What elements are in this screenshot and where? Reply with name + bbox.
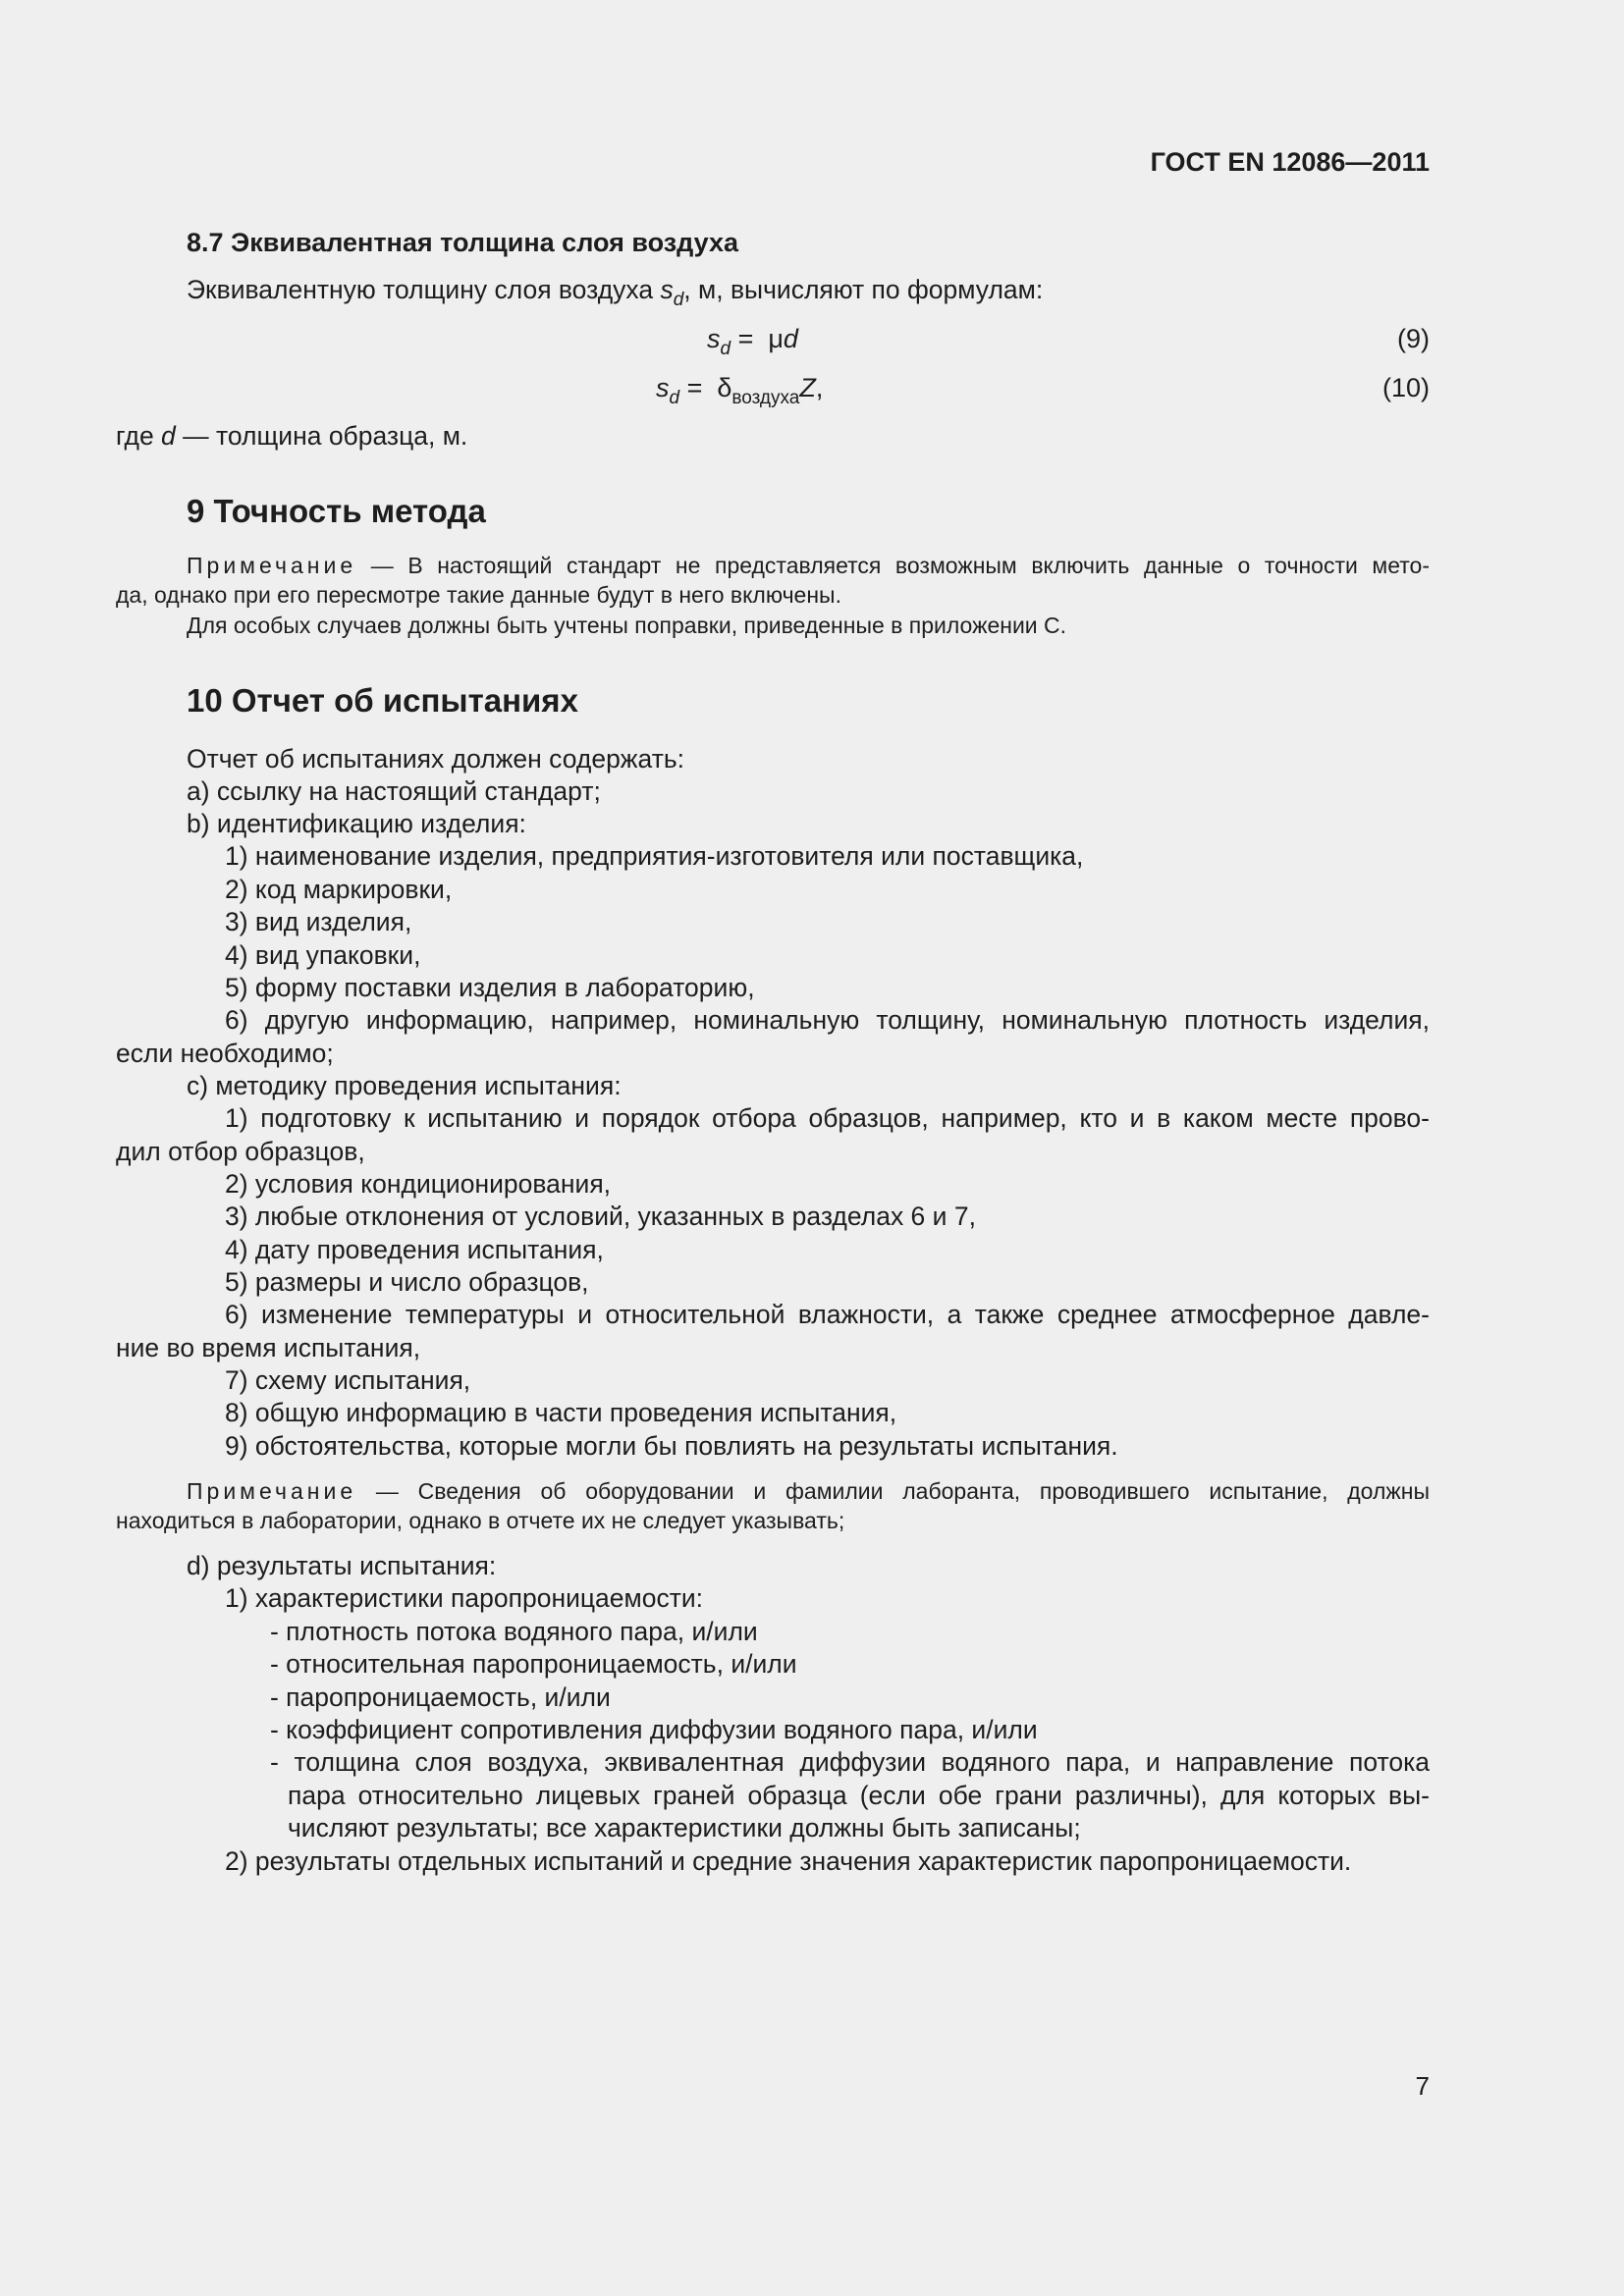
list-item-b6-line-1: 6) другую информацию, например, номинальную толщину, номинальную плотность изделия,	[225, 1005, 1430, 1035]
list-item-d1: 1) характеристики паропроницаемости:	[225, 1583, 704, 1613]
list-item-c2: 2) условия кондиционирования,	[225, 1169, 612, 1199]
section-10-heading: 10 Отчет об испытаниях	[187, 682, 578, 719]
formula-9: $s_d = \mu d$	[707, 324, 798, 359]
equation-number-10: (10)	[1381, 373, 1430, 402]
formula-10: $s_d = \delta_{воздуха}Z$,	[656, 373, 824, 408]
list-item-d1-bullet-5-line-3: числяют результаты; все характеристики должны быть записаны;	[288, 1813, 1081, 1842]
list-item-b6-line-2: если необходимо;	[116, 1039, 334, 1068]
section-9-heading: 9 Точность метода	[187, 493, 486, 529]
formula-where-clause: где d — толщина образца, м.	[116, 421, 468, 451]
list-item-c4: 4) дату проведения испытания,	[225, 1235, 604, 1264]
list-item-b5: 5) форму поставки изделия в лабораторию,	[225, 973, 755, 1002]
list-item-b: b) идентификацию изделия:	[187, 809, 526, 838]
list-item-c: c) методику проведения испытания:	[187, 1071, 622, 1100]
list-item-d1-bullet-2: - относительная паропроницаемость, и/или	[270, 1649, 797, 1679]
list-item-c6-line-2: ние во время испытания,	[116, 1333, 421, 1362]
list-item-c8: 8) общую информацию в части проведения испытания,	[225, 1398, 897, 1427]
section-10-note-line-1: Примечание — Сведения об оборудовании и фамилии лаборанта, проводившего испытание, должны	[187, 1478, 1430, 1504]
report-intro: Отчет об испытаниях должен содержать:	[187, 744, 684, 774]
list-item-b4: 4) вид упаковки,	[225, 940, 421, 970]
list-item-c7: 7) схему испытания,	[225, 1365, 471, 1395]
page-number: 7	[1415, 2071, 1430, 2101]
section-9-note-line-1: Примечание — В настоящий стандарт не представляется возможным включить данные о точности мето-	[187, 553, 1430, 578]
list-item-a: a) ссылку на настоящий стандарт;	[187, 776, 601, 806]
list-item-b3: 3) вид изделия,	[225, 907, 412, 936]
list-item-c3: 3) любые отклонения от условий, указанных в разделах 6 и 7,	[225, 1201, 976, 1231]
section-8-7-intro: Эквивалентную толщину слоя воздуха $s_d$, м, вычисляют по формулам:	[187, 275, 1044, 310]
document-id-header: ГОСТ EN 12086—2011	[1150, 147, 1430, 177]
section-9-note-line-2: да, однако при его пересмотре такие данные будут в него включены.	[116, 582, 841, 608]
section-8-7-heading: 8.7 Эквивалентная толщина слоя воздуха	[187, 228, 739, 257]
section-9-note-line-3: Для особых случаев должны быть учтены поправки, приведенные в приложении С.	[187, 613, 1067, 638]
list-item-d: d) результаты испытания:	[187, 1551, 497, 1580]
list-item-d1-bullet-5-line-2: пара относительно лицевых граней образца (если обе грани различны), для которых вы-	[288, 1781, 1430, 1810]
list-item-d1-bullet-5-line-1: - толщина слоя воздуха, эквивалентная диффузии водяного пара, и направление потока	[270, 1747, 1430, 1777]
list-item-d2: 2) результаты отдельных испытаний и средние значения характеристик паропроницаемости.	[225, 1846, 1352, 1876]
list-item-c1-line-1: 1) подготовку к испытанию и порядок отбора образцов, например, кто и в каком месте прово-	[225, 1103, 1430, 1133]
section-10-note-line-2: находиться в лаборатории, однако в отчете их не следует указывать;	[116, 1508, 845, 1533]
list-item-c1-line-2: дил отбор образцов,	[116, 1137, 365, 1166]
list-item-c6-line-1: 6) изменение температуры и относительной влажности, а также среднее атмосферное давле-	[225, 1300, 1430, 1329]
list-item-b2: 2) код маркировки,	[225, 875, 453, 904]
list-item-d1-bullet-4: - коэффициент сопротивления диффузии водяного пара, и/или	[270, 1715, 1038, 1744]
list-item-d1-bullet-3: - паропроницаемость, и/или	[270, 1682, 611, 1712]
list-item-d1-bullet-1: - плотность потока водяного пара, и/или	[270, 1617, 758, 1646]
list-item-c5: 5) размеры и число образцов,	[225, 1267, 589, 1297]
list-item-c9: 9) обстоятельства, которые могли бы повлиять на результаты испытания.	[225, 1431, 1118, 1461]
equation-number-9: (9)	[1397, 324, 1430, 353]
list-item-b1: 1) наименование изделия, предприятия-изготовителя или поставщика,	[225, 841, 1084, 871]
